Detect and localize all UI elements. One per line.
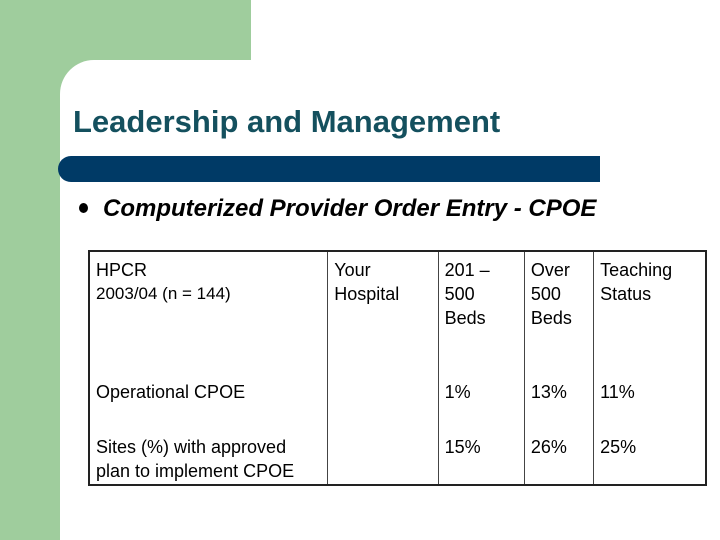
row-label-line2: plan to implement CPOE (96, 461, 295, 481)
cell-201-500-beds: 1% (438, 374, 524, 429)
row-label (89, 429, 328, 485)
cell-over-500-beds: 13% (524, 374, 593, 429)
header-teaching-line2: Status (600, 284, 652, 304)
header-hpcr (89, 251, 328, 374)
table-row (89, 374, 706, 429)
header-hpcr-line2: 2003/04 (n = 144) (96, 284, 231, 303)
cell-teaching-status: 25% (594, 429, 706, 485)
header-over-500-line2: 500 (530, 284, 561, 304)
header-your-hospital-line1: Your (334, 260, 371, 280)
header-201-500-beds (438, 251, 524, 374)
cpoe-table (88, 250, 707, 486)
title-underline-bar (58, 156, 600, 182)
cell-over-500-beds: 26% (524, 429, 593, 485)
cell-your-hospital (328, 429, 438, 485)
header-201-500-line2: 500 (444, 284, 475, 304)
header-over-500-line1: Over (530, 260, 570, 280)
header-hpcr-line1: HPCR (96, 260, 148, 280)
row-label-line1: Sites (%) with approved (96, 437, 287, 457)
header-your-hospital (328, 251, 438, 374)
bullet-dot-icon (79, 203, 88, 213)
header-201-500-line1: 201 – (444, 260, 490, 280)
header-over-500-line3: Beds (530, 308, 572, 328)
slide-title: Leadership and Management (73, 104, 501, 139)
header-teaching-status (594, 251, 706, 374)
decor-green-block-left (0, 0, 60, 540)
table-row (89, 429, 706, 485)
header-over-500-beds (524, 251, 593, 374)
cell-teaching-status: 11% (594, 374, 706, 429)
row-label: Operational CPOE (96, 382, 246, 402)
cell-201-500-beds: 15% (438, 429, 524, 485)
header-teaching-line1: Teaching (600, 260, 673, 280)
table-header-row (89, 251, 706, 374)
bullet-text: Computerized Provider Order Entry - CPOE (103, 195, 597, 222)
header-201-500-line3: Beds (444, 308, 486, 328)
cell-your-hospital (328, 374, 438, 429)
header-your-hospital-line2: Hospital (334, 284, 400, 304)
